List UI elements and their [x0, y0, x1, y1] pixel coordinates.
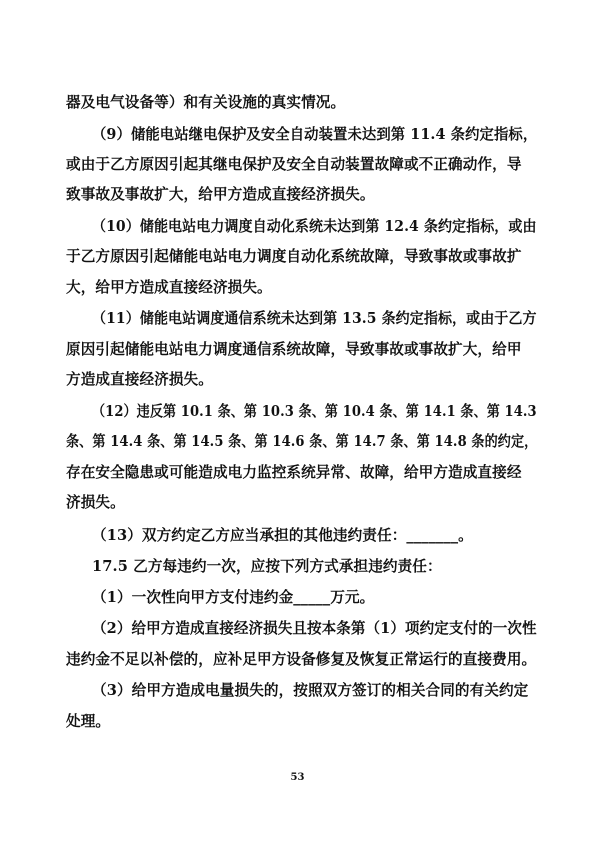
text-line: （3）给甲方造成电量损失的，按照双方签订的相关合同的有关约定	[92, 682, 529, 699]
text-line: （13）双方约定乙方应当承担的其他违约责任：_______。	[92, 527, 473, 544]
text-line: 于乙方原因引起储能电站电力调度自动化系统故障，导致事故或事故扩	[66, 248, 522, 265]
text-line: 存在安全隐患或可能造成电力监控系统异常、故障，给甲方造成直接经	[66, 464, 522, 481]
text-line: 处理。	[66, 713, 111, 730]
text-line: （1）一次性向甲方支付违约金_____万元。	[92, 589, 375, 606]
text-line: 致事故及事故扩大，给甲方造成直接经济损失。	[66, 186, 375, 203]
text-line: 器及电气设备等）和有关设施的真实情况。	[66, 94, 346, 111]
text-line: 方造成直接经济损失。	[66, 371, 213, 388]
text-line: 济损失。	[66, 494, 125, 511]
text-line: 条、第 14.4 条、第 14.5 条、第 14.6 条、第 14.7 条、第 14.8 条的约定，	[66, 433, 538, 450]
text-line: （12）违反第 10.1 条、第 10.3 条、第 10.4 条、第 14.1 条、第 14.3	[92, 403, 537, 420]
text-line: （9）储能电站继电保护及安全自动装置未达到第 11.4 条约定指标，	[92, 126, 538, 143]
page-number: 53	[290, 772, 305, 783]
text-line: （2）给甲方造成直接经济损失且按本条第（1）项约定支付的一次性	[92, 620, 537, 637]
text-line: （11）储能电站调度通信系统未达到第 13.5 条约定指标，或由于乙方	[92, 310, 537, 327]
text-line: 17.5 乙方每违约一次，应按下列方式承担违约责任：	[92, 558, 442, 575]
text-line: 违约金不足以补偿的，应补足甲方设备修复及恢复正常运行的直接费用。	[66, 651, 537, 668]
text-line: 或由于乙方原因引起其继电保护及安全自动装置故障或不正确动作，导	[66, 156, 522, 173]
text-line: （10）储能电站电力调度自动化系统未达到第 12.4 条约定指标，或由	[92, 218, 537, 235]
text-line: 原因引起储能电站电力调度通信系统故障，导致事故或事故扩大，给甲	[66, 341, 522, 358]
text-line: 大，给甲方造成直接经济损失。	[66, 279, 272, 296]
